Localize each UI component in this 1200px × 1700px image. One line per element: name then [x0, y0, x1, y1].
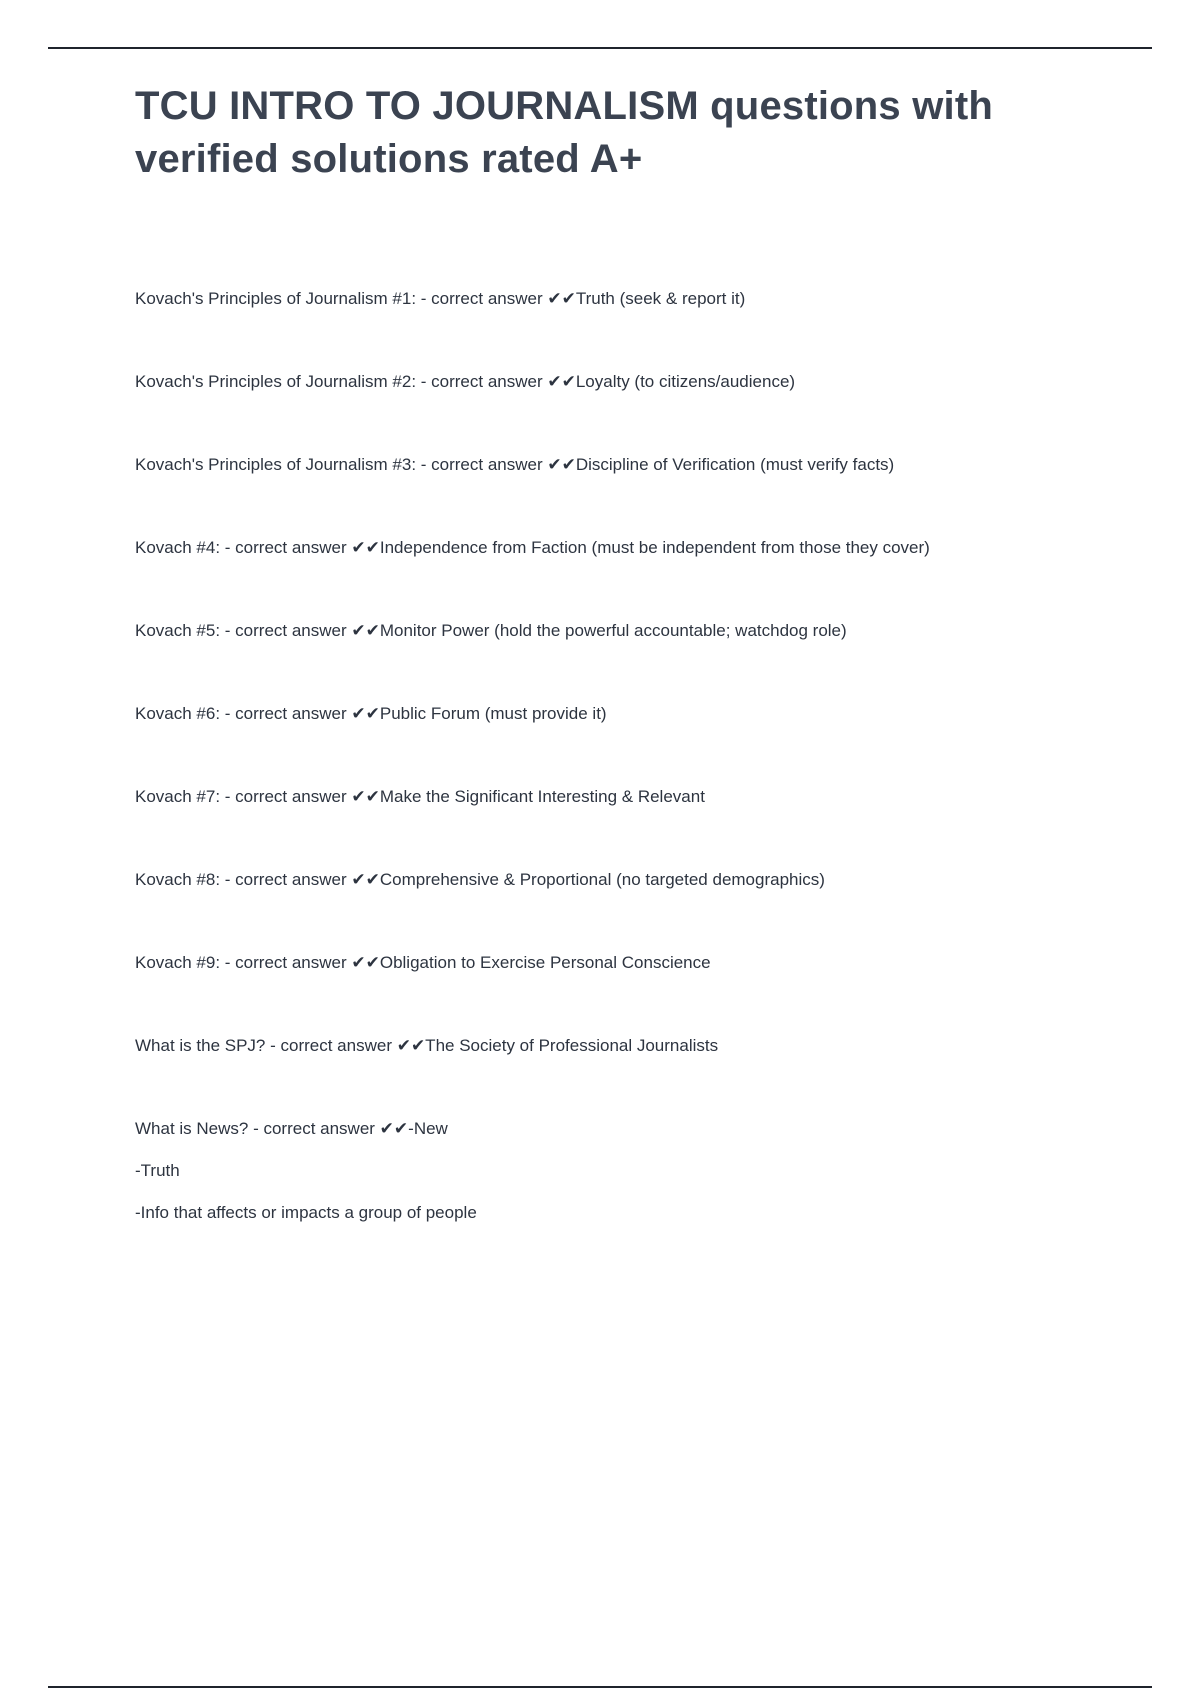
qa-item	[135, 616, 1070, 646]
qa-item	[135, 699, 1070, 729]
qa-item	[135, 533, 1070, 563]
qa-item	[135, 865, 1070, 895]
qa-item	[135, 1114, 1070, 1228]
qa-item	[135, 1031, 1070, 1061]
qa-line: Kovach's Principles of Journalism #3: - correct answer ✔✔Discipline of Verification (must verify facts)	[135, 454, 895, 474]
qa-line: Kovach #4: - correct answer ✔✔Independence from Faction (must be independent from those they cover)	[135, 537, 930, 557]
qa-line: Kovach #9: - correct answer ✔✔Obligation to Exercise Personal Conscience	[135, 952, 711, 972]
qa-line: What is the SPJ? - correct answer ✔✔The Society of Professional Journalists	[135, 1035, 719, 1055]
qa-line: Kovach #8: - correct answer ✔✔Comprehensive & Proportional (no targeted demographics)	[135, 869, 825, 889]
document-title: TCU INTRO TO JOURNALISM questions with verified solutions rated A+	[135, 84, 993, 181]
qa-line: What is News? - correct answer ✔✔-New	[135, 1118, 448, 1138]
bottom-rule	[48, 1686, 1152, 1688]
qa-line: -Truth	[135, 1160, 180, 1180]
qa-item	[135, 284, 1070, 314]
qa-item	[135, 450, 1070, 480]
qa-line: Kovach #5: - correct answer ✔✔Monitor Power (hold the powerful accountable; watchdog role)	[135, 620, 847, 640]
qa-item	[135, 948, 1070, 978]
qa-list	[135, 284, 1070, 1228]
document-content	[135, 0, 1070, 1228]
qa-line: Kovach's Principles of Journalism #1: - correct answer ✔✔Truth (seek & report it)	[135, 288, 746, 308]
qa-item	[135, 782, 1070, 812]
qa-item	[135, 367, 1070, 397]
qa-line: Kovach #7: - correct answer ✔✔Make the Significant Interesting & Relevant	[135, 786, 705, 806]
qa-line: Kovach #6: - correct answer ✔✔Public Forum (must provide it)	[135, 703, 607, 723]
qa-line: Kovach's Principles of Journalism #2: - correct answer ✔✔Loyalty (to citizens/audience)	[135, 371, 796, 391]
qa-line: -Info that affects or impacts a group of people	[135, 1202, 477, 1222]
